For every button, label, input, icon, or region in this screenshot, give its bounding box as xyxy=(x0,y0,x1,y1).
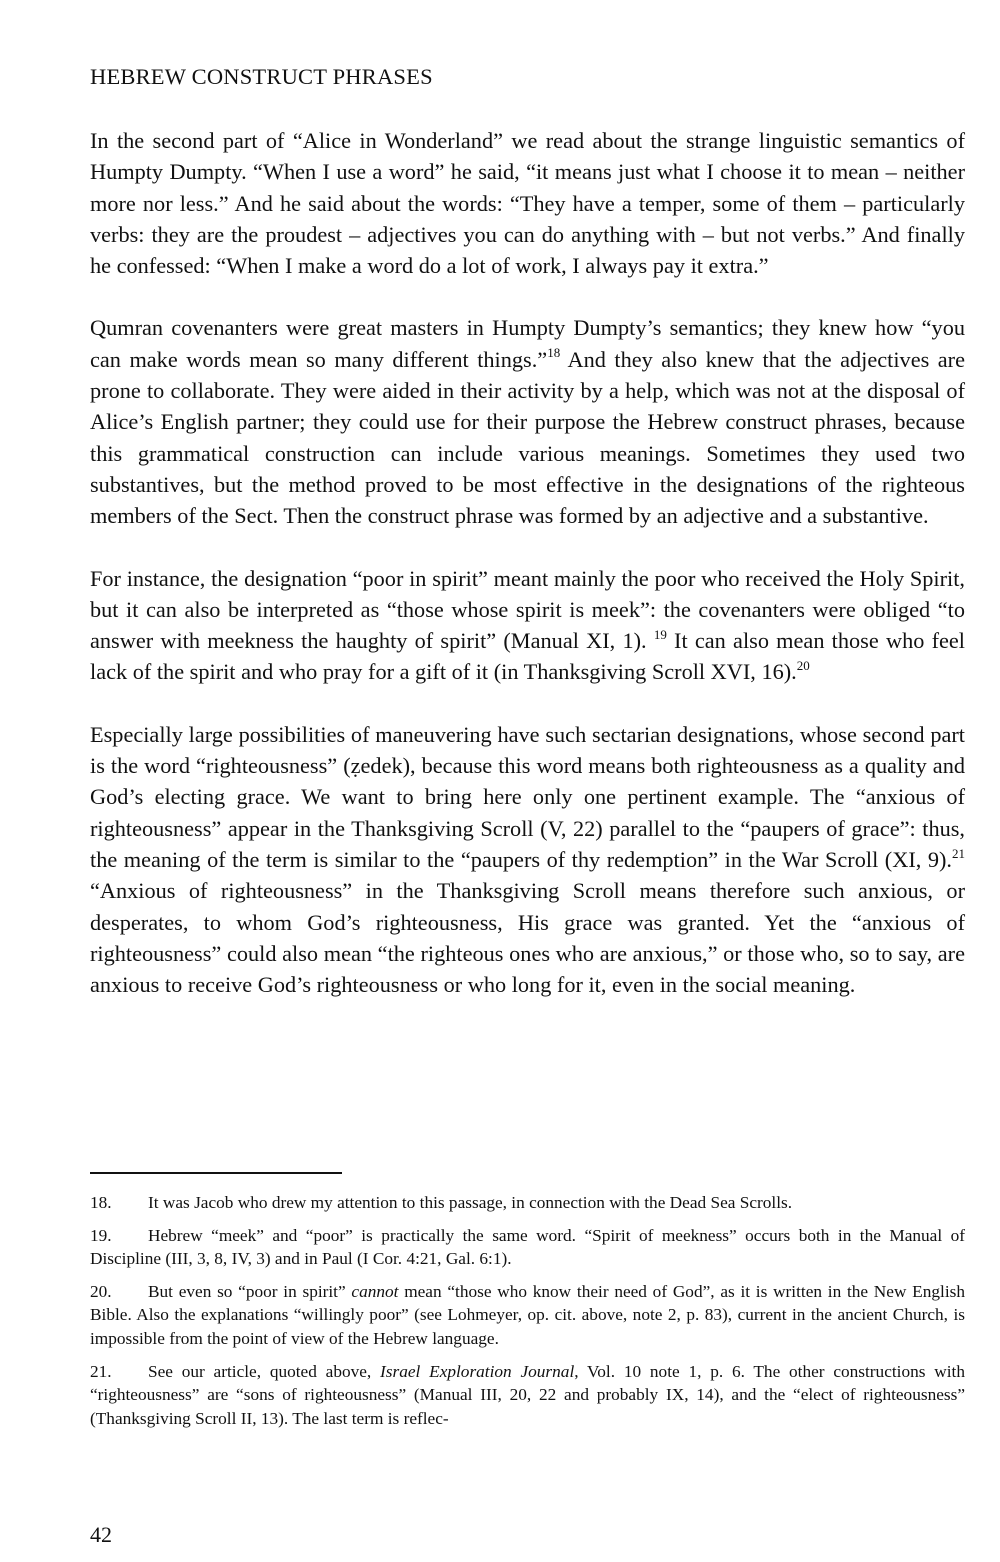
footnote-ref-20[interactable]: 20 xyxy=(796,658,810,674)
body-text xyxy=(90,125,965,1031)
footnote-text: mean “those who know their need of God”, as it is written in the New English Bible. Also the explanations “willingly poor” (see Lohmeyer, op. cit. above, note 2, p. 83), current in the ancient Church, is impossible from the point of view of the Hebrew language. xyxy=(90,1281,965,1348)
footnote-journal-title: Israel Exploration Journal xyxy=(380,1361,575,1381)
paragraph-3 xyxy=(90,563,965,688)
footnote-number: 19. xyxy=(90,1225,112,1245)
paragraph-2 xyxy=(90,312,965,531)
footnote-ref-21[interactable]: 21 xyxy=(952,845,965,861)
running-head: HEBREW CONSTRUCT PHRASES xyxy=(90,64,433,89)
footnote-divider xyxy=(90,1172,342,1174)
paragraph-text: It can also mean those who feel lack of the spirit and who pray for a gift of it (in Thanksgiving Scroll XVI, 16). xyxy=(90,628,965,685)
footnote-number: 20. xyxy=(90,1281,112,1301)
paragraph-text: And they also knew that the adjectives are prone to collaborate. They were aided in their activity by a help, which was not at the disposal of Alice’s English partner; they could use for their purpose the Hebrew construct phrases, because this grammatical construction can include various meanings. Sometimes they used two substantives, but the method proved to be most effective in the designations of the righteous members of the Sect. Then the construct phrase was formed by an adjective and a substantive. xyxy=(90,346,965,529)
page-number: 42 xyxy=(90,1522,112,1547)
page xyxy=(90,0,965,1562)
footnote-number: 21. xyxy=(90,1361,112,1381)
footnote-text: , Vol. 10 note 1, p. 6. The other constructions with “righteousness” are “sons of righteousness” (Manual III, 20, 22 and probably IX, 14), and the “elect of righteousness” (Thanksgiving Scroll II, 13). The last term is reflec- xyxy=(90,1361,965,1428)
paragraph-4 xyxy=(90,719,965,1001)
paragraph-text: Especially large possibilities of maneuvering have such sectarian designations, whose second part is the word “righteousness” (ẓedek), because this word means both righteousness as a quality and God’s electing grace. We want to bring here only one pertinent example. The “anxious of righteousness” appear in the Thanksgiving Scroll (V, 22) parallel to the “paupers of grace”: thus, the meaning of the term is similar to the “paupers of thy redemption” in the War Scroll (XI, 9). xyxy=(90,721,965,872)
paragraph-text: “Anxious of righteousness” in the Thanksgiving Scroll means therefore such anxious, or desperates, to whom God’s righteousness, His grace was granted. Yet the “anxious of righteousness” could also mean “the righteous ones who are anxious,” or those who, so to say, are anxious to receive God’s righteousness or who long for it, even in the social meaning. xyxy=(90,878,965,998)
footnote-ref-19[interactable]: 19 xyxy=(653,626,667,642)
paragraph-text: For instance, the designation “poor in spirit” meant mainly the poor who received the Holy Spirit, but it can also be interpreted as “those whose spirit is meek”: the covenanters were obliged “to answer with meekness the haughty of spirit” (Manual XI, 1). xyxy=(90,565,965,654)
paragraph-text: Qumran covenanters were great masters in Humpty Dumpty’s semantics; they knew how “you can make words mean so many different things.” xyxy=(90,315,965,372)
footnote-text: See our article, quoted above, xyxy=(148,1361,381,1381)
footnote-text: But even so “poor in spirit” xyxy=(148,1281,352,1301)
footnote-19 xyxy=(90,1224,965,1271)
paragraph-text: In the second part of “Alice in Wonderland” we read about the strange linguistic semantics of Humpty Dumpty. “When I use a word” he said, “it means just what I choose it to mean – neither more nor less.” And he said about the words: “They have a temper, some of them – particularly verbs: they are the proudest – adjectives you can do anything with – but not verbs.” And finally he confessed: “When I make a word do a lot of work, I always pay it extra.” xyxy=(90,128,965,279)
footnote-number: 18. xyxy=(90,1193,112,1212)
footnote-18 xyxy=(90,1191,965,1215)
footnote-text: Hebrew “meek” and “poor” is practically the same word. “Spirit of meekness” occurs both in the Manual of Discipline (III, 3, 8, IV, 3) and in Paul (I Cor. 4:21, Gal. 6:1). xyxy=(90,1225,965,1269)
footnote-text: It was Jacob who drew my attention to this passage, in connection with the Dead Sea Scrolls. xyxy=(148,1193,793,1212)
footnote-20 xyxy=(90,1280,965,1351)
footnotes xyxy=(90,1191,965,1439)
paragraph-1 xyxy=(90,125,965,281)
footnote-emphasis: cannot xyxy=(351,1281,399,1301)
footnote-ref-18[interactable]: 18 xyxy=(547,345,561,361)
footnote-21 xyxy=(90,1360,965,1431)
